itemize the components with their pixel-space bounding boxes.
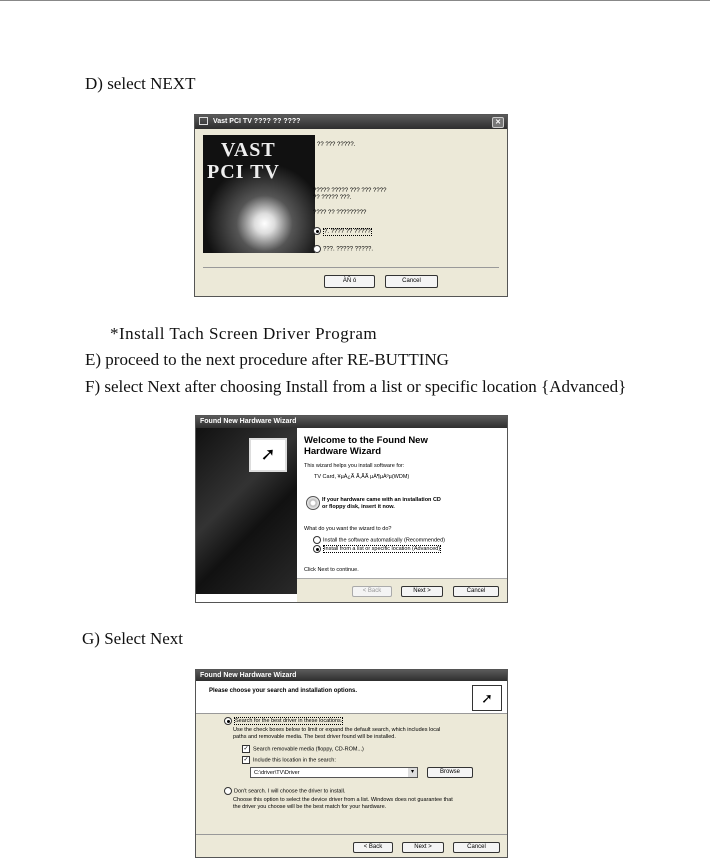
step-e-text: E) proceed to the next procedure after RE-BUTTING [85, 350, 449, 369]
dont-search-description-1: Choose this option to select the device driver from a list. Windows does not guarantee that [233, 797, 453, 803]
dialog-text-1: ?? ??? ?????. [317, 142, 356, 148]
cd-text-2: or floppy disk, insert it now. [322, 504, 395, 510]
wizard-question: What do you want the wizard to do? [304, 526, 392, 532]
logo-text-1: VAST [221, 139, 276, 161]
welcome-heading-1: Welcome to the Found New [304, 435, 428, 446]
vast-logo-image [203, 135, 315, 253]
search-description-2: paths and removable media. The best driver found will be installed. [233, 733, 396, 740]
dialog-title: Found New Hardware Wizard [196, 670, 507, 681]
dialog-heading: Please choose your search and installation options. [209, 688, 358, 694]
app-icon [199, 117, 208, 125]
cancel-button[interactable]: Cancel [453, 842, 500, 853]
dialog-text-2: ????? ????? ??? ??? ???? [313, 188, 387, 194]
dialog-title: Vast PCI TV ???? ?? ???? [212, 118, 301, 125]
dialog-title: Found New Hardware Wizard [196, 416, 507, 428]
chevron-down-icon[interactable]: ▾ [408, 768, 417, 777]
back-button[interactable]: < Back [352, 586, 392, 597]
dont-search-label: Don't search. I will choose the driver to install. [234, 788, 346, 795]
dont-search-description-2: the driver you choose will be the best match for your hardware. [233, 803, 387, 810]
install-heading: *Install Tach Screen Driver Program [110, 324, 378, 343]
found-new-hardware-welcome-dialog [195, 415, 508, 603]
welcome-heading-2: Hardware Wizard [304, 446, 381, 457]
step-g-text: G) Select Next [82, 629, 184, 648]
option-2[interactable] [313, 245, 373, 254]
wizard-intro: This wizard helps you install software for: [304, 463, 405, 469]
search-option[interactable] [224, 717, 343, 725]
cancel-button[interactable]: Cancel [453, 586, 499, 597]
path-combobox[interactable] [250, 767, 418, 778]
removable-media-checkbox[interactable]: ✓ [243, 746, 249, 752]
radio-option-2[interactable] [313, 245, 321, 253]
cd-text-1: If your hardware came with an installation CD [322, 497, 441, 503]
step-f-text: F) select Next after choosing Install from a list or specific location {Advanced} [85, 377, 627, 396]
hardware-icon: ➚ [472, 685, 502, 711]
device-name: TV Card, ¥µÀ¿Ã Ã,ÃÃ µÀ¶µÀºµ(WDM) [314, 474, 410, 480]
option-2-label: ???. ????? ?????. [323, 246, 374, 253]
search-options-dialog [195, 669, 508, 858]
next-button[interactable]: ÀÑ ó [324, 275, 375, 288]
cancel-button[interactable]: Cancel [385, 275, 438, 288]
advanced-install-option[interactable] [313, 545, 441, 553]
radio-option-1[interactable] [313, 227, 321, 235]
logo-text-2: PCI TV [207, 161, 280, 183]
dialog-divider [203, 267, 499, 268]
hardware-icon: ➚ [249, 438, 287, 472]
dialog-divider [196, 834, 508, 835]
dialog-titlebar [195, 115, 507, 129]
search-radio[interactable] [224, 717, 232, 725]
include-location-check[interactable] [242, 756, 336, 764]
back-button[interactable]: < Back [353, 842, 393, 853]
next-button[interactable]: Next > [402, 842, 444, 853]
search-option-label: Search for the best driver in these locations. [235, 718, 343, 725]
removable-media-label: Search removable media (floppy, CD-ROM...) [253, 746, 364, 753]
cd-icon [306, 496, 320, 510]
advanced-install-label: Install from a list or specific location (Advanced) [324, 546, 441, 553]
browse-button[interactable]: Browse [427, 767, 473, 778]
dialog-text-3: ?? ????? ???. [313, 195, 352, 201]
next-button[interactable]: Next > [401, 586, 443, 597]
page-top-rule [0, 0, 710, 1]
dialog-text-4: ???? ?? ????????? [313, 210, 367, 216]
auto-install-radio[interactable] [313, 536, 321, 544]
dont-search-radio[interactable] [224, 787, 232, 795]
close-button[interactable]: ✕ [492, 117, 504, 128]
path-value: C:\driver\TV\Driver [254, 770, 300, 776]
dont-search-option[interactable] [224, 787, 345, 795]
wizard-side-panel [196, 428, 297, 594]
vast-setup-dialog [194, 114, 508, 297]
auto-install-option[interactable] [313, 536, 445, 544]
removable-media-check[interactable] [242, 745, 364, 753]
continue-text: Click Next to continue. [304, 567, 359, 573]
option-1[interactable] [313, 227, 372, 236]
advanced-install-radio[interactable] [313, 545, 321, 553]
include-location-checkbox[interactable]: ✓ [243, 757, 249, 763]
step-d-text: D) select NEXT [85, 74, 196, 93]
dialog-header [196, 681, 508, 714]
search-description-1: Use the check boxes below to limit or expand the default search, which includes local [233, 727, 441, 733]
option-1-label: ?. ???? ?? ????? [324, 228, 371, 235]
auto-install-label: Install the software automatically (Recommended) [323, 537, 445, 544]
include-location-label: Include this location in the search: [253, 757, 336, 764]
